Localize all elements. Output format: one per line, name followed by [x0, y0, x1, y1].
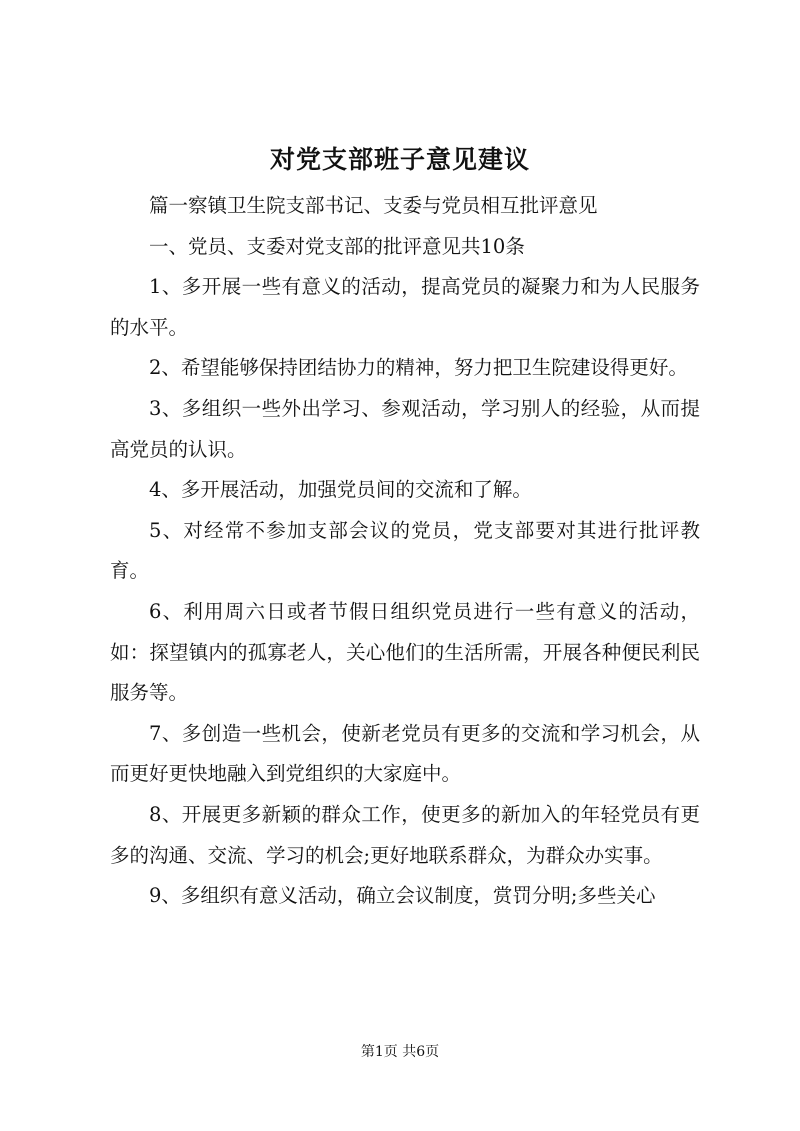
- paragraph-item-5: 5、对经常不参加支部会议的党员，党支部要对其进行批评教育。: [110, 518, 700, 583]
- paragraph-item-4: 4、多开展活动，加强党员间的交流和了解。: [149, 478, 532, 502]
- page-number-footer: 第1页 共6页: [360, 1044, 440, 1060]
- paragraph-item-8: 8、开展更多新颖的群众工作，使更多的新加入的年轻党员有更多的沟通、交流、学习的机会;更好地联系群众，为群众办实事。: [110, 802, 700, 867]
- paragraph-section-heading: 一、党员、支委对党支部的批评意见共10条: [149, 234, 525, 258]
- document-title: 对党支部班子意见建议: [269, 145, 530, 174]
- paragraph-item-2: 2、希望能够保持团结协力的精神，努力把卫生院建设得更好。: [149, 356, 688, 380]
- document-body: [110, 186, 700, 917]
- paragraph-item-9: 9、多组织有意义活动，确立会议制度，赏罚分明;多些关心: [149, 884, 656, 908]
- paragraph-item-3: 3、多组织一些外出学习、参观活动，学习别人的经验，从而提高党员的认识。: [110, 396, 700, 461]
- paragraph-subtitle: 篇一察镇卫生院支部书记、支委与党员相互批评意见: [149, 194, 598, 217]
- paragraph-item-7: 7、多创造一些机会，使新老党员有更多的交流和学习机会，从而更好更快地融入到党组织的大家庭中。: [110, 721, 700, 786]
- paragraph-item-6: 6、利用周六日或者节假日组织党员进行一些有意义的活动，如：探望镇内的孤寡老人，关心他们的生活所需，开展各种便民利民服务等。: [110, 599, 700, 705]
- paragraph-item-1: 1、多开展一些有意义的活动，提高党员的凝聚力和为人民服务的水平。: [110, 275, 700, 339]
